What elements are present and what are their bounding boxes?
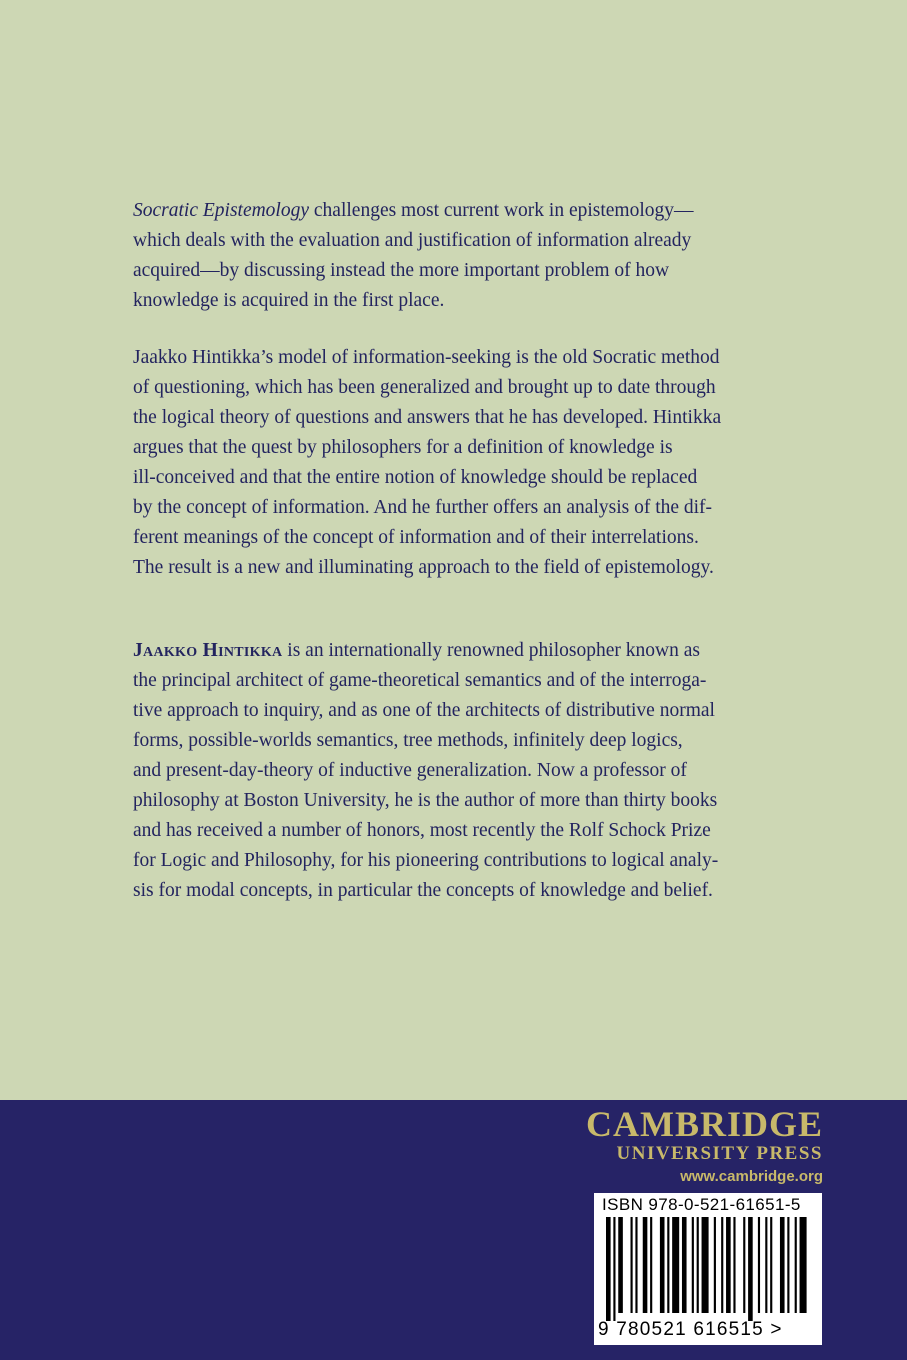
barcode-bar-23: [780, 1217, 785, 1313]
bio-line: tive approach to inquiry, and as one of the architects of distributive normal: [133, 700, 715, 721]
book-title-italic: Socratic Epistemology: [133, 200, 310, 221]
publisher-logo: [586, 1106, 823, 1187]
barcode-bar-25: [795, 1217, 797, 1313]
barcode-bar-2: [618, 1217, 623, 1313]
barcode-bar-14: [714, 1217, 716, 1313]
bio-line: sis for modal concepts, in particular the concepts of knowledge and belief.: [133, 880, 713, 901]
description-paragraph-2: [133, 343, 783, 583]
description-line: acquired—by discussing instead the more important problem of how: [133, 260, 670, 281]
barcode-bar-6: [650, 1217, 652, 1313]
barcode-bar-1: [613, 1217, 615, 1321]
description-line: challenges most current work in epistemology—: [309, 200, 694, 221]
description-line: knowledge is acquired in the first place.: [133, 290, 445, 311]
barcode-bar-4: [635, 1217, 637, 1313]
description-line: argues that the quest by philosophers for a definition of knowledge is: [133, 437, 673, 458]
description-line: Jaakko Hintikka’s model of information-seeking is the old Socratic method: [133, 347, 720, 368]
barcode-bar-18: [743, 1217, 745, 1313]
barcode-bar-0: [606, 1217, 611, 1321]
barcode-bar-24: [787, 1217, 789, 1313]
barcode-bars: [604, 1217, 812, 1321]
barcode-bar-8: [667, 1217, 669, 1313]
description-line: ill-conceived and that the entire notion of knowledge should be replaced: [133, 467, 698, 488]
author-bio-paragraph: [133, 636, 783, 906]
bio-line: and has received a number of honors, most recently the Rolf Schock Prize: [133, 820, 711, 841]
barcode-bar-26: [800, 1217, 807, 1313]
publisher-subtitle: UNIVERSITY PRESS: [616, 1143, 823, 1164]
isbn-number: ISBN 978-0-521-61651-5: [602, 1195, 801, 1214]
bio-line: the principal architect of game-theoretical semantics and of the interroga-: [133, 670, 707, 691]
barcode-bar-10: [682, 1217, 687, 1313]
publisher-name: CAMBRIDGE: [585, 1104, 823, 1144]
barcode-label: [594, 1193, 822, 1345]
description-line: The result is a new and illuminating approach to the field of epistemology.: [133, 557, 714, 578]
barcode-bar-7: [660, 1217, 665, 1313]
barcode-bar-15: [721, 1217, 723, 1313]
bio-line: for Logic and Philosophy, for his pioneering contributions to logical analy-: [133, 850, 719, 871]
description-line: which deals with the evaluation and justification of information already: [133, 230, 692, 251]
barcode-bar-21: [765, 1217, 767, 1313]
barcode-bar-3: [631, 1217, 633, 1313]
barcode-bar-12: [697, 1217, 699, 1313]
barcode-bar-5: [643, 1217, 648, 1313]
bio-line: philosophy at Boston University, he is the author of more than thirty books: [133, 790, 718, 811]
description-line: ferent meanings of the concept of information and of their interrelations.: [133, 527, 699, 548]
description-line: of questioning, which has been generalized and brought up to date through: [133, 377, 716, 398]
author-name: Jaakko Hintikka: [133, 640, 283, 661]
bio-line: forms, possible-worlds semantics, tree methods, infinitely deep logics,: [133, 730, 683, 751]
barcode-bar-9: [672, 1217, 679, 1313]
description-line: by the concept of information. And he further offers an analysis of the dif-: [133, 497, 713, 518]
barcode-bar-17: [733, 1217, 735, 1313]
description-line: the logical theory of questions and answers that he has developed. Hintikka: [133, 407, 722, 428]
barcode-bar-13: [702, 1217, 709, 1313]
barcode-bar-11: [692, 1217, 694, 1313]
barcode-bar-19: [748, 1217, 753, 1321]
barcode-bar-22: [770, 1217, 772, 1313]
publisher-url: www.cambridge.org: [680, 1168, 823, 1185]
ean-digits: 9 780521 616515 >: [598, 1319, 783, 1340]
bio-line: is an internationally renowned philosopher known as: [282, 640, 700, 661]
barcode-bar-20: [758, 1217, 760, 1313]
barcode-bar-16: [726, 1217, 731, 1313]
description-paragraph-1: [133, 196, 783, 316]
bio-line: and present-day-theory of inductive generalization. Now a professor of: [133, 760, 687, 781]
